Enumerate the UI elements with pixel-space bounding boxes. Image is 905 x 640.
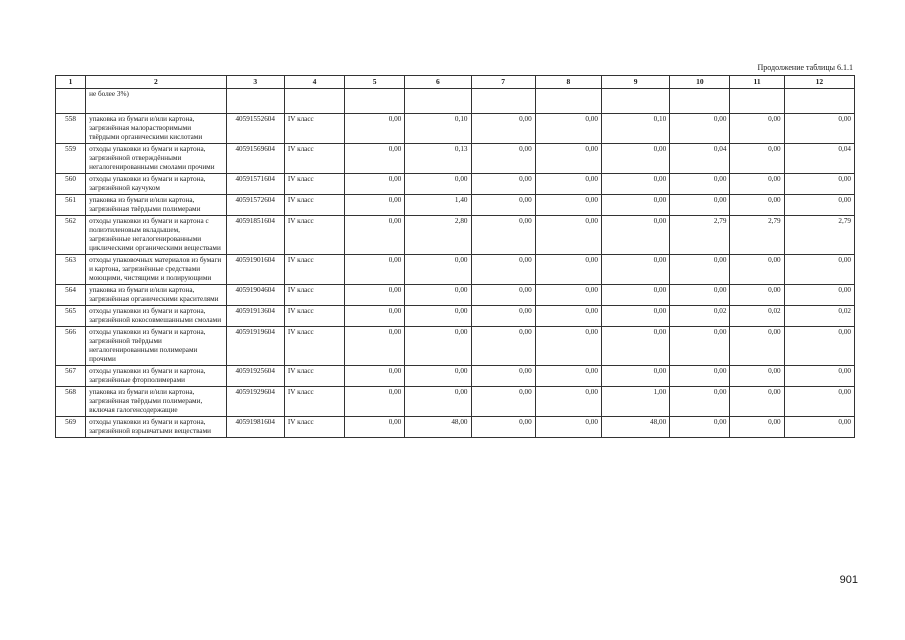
header-row xyxy=(56,76,855,89)
table-row xyxy=(56,387,855,417)
value-cell: 0,00 xyxy=(405,387,471,417)
waste-name: упаковка из бумаги и/или картона, загрязнённая малорастворимыми твёрдыми органическими кислотами xyxy=(86,114,227,144)
row-number: 568 xyxy=(56,387,86,417)
value-cell: 0,00 xyxy=(345,144,405,174)
value-cell: 0,00 xyxy=(471,216,535,255)
table-row xyxy=(56,114,855,144)
value-cell: 0,00 xyxy=(535,327,601,366)
waste-name: отходы упаковки из бумаги и картона, загрязнённые фторполимерами xyxy=(86,366,227,387)
value-cell: 0,00 xyxy=(601,174,669,195)
header-cell: 1 xyxy=(56,76,86,89)
hazard-class: IV класс xyxy=(284,255,344,285)
table-row xyxy=(56,327,855,366)
value-cell: 0,00 xyxy=(345,216,405,255)
header-cell: 6 xyxy=(405,76,471,89)
value-cell: 48,00 xyxy=(601,417,669,438)
value-cell: 0,10 xyxy=(405,114,471,144)
hazard-class: IV класс xyxy=(284,216,344,255)
value-cell: 0,00 xyxy=(601,195,669,216)
value-cell: 0,00 xyxy=(471,306,535,327)
value-cell: 0,02 xyxy=(670,306,730,327)
fkko-code: 40591851604 xyxy=(226,216,284,255)
waste-name: отходы упаковки из бумаги и картона, загрязнённой кокосовмешанными смолами xyxy=(86,306,227,327)
value-cell: 0,00 xyxy=(670,387,730,417)
value-cell: 0,00 xyxy=(730,174,784,195)
value-cell: 0,00 xyxy=(601,144,669,174)
table-row xyxy=(56,306,855,327)
page-number: 901 xyxy=(839,574,858,586)
value-cell: 0,00 xyxy=(784,327,854,366)
hazard-class: IV класс xyxy=(284,306,344,327)
hazard-class: IV класс xyxy=(284,174,344,195)
header-cell: 9 xyxy=(601,76,669,89)
row-number: 569 xyxy=(56,417,86,438)
header-cell: 3 xyxy=(226,76,284,89)
waste-name: отходы упаковки из бумаги и картона, загрязнённой взрывчатыми веществами xyxy=(86,417,227,438)
header-cell: 4 xyxy=(284,76,344,89)
value-cell: 0,00 xyxy=(730,114,784,144)
fkko-code: 40591981604 xyxy=(226,417,284,438)
value-cell: 0,00 xyxy=(670,366,730,387)
value-cell: 2,80 xyxy=(405,216,471,255)
waste-name: отходы упаковочных материалов из бумаги и картона, загрязнённые средствами моющими, чистящими и полирующими xyxy=(86,255,227,285)
value-cell: 0,00 xyxy=(670,255,730,285)
value-cell: 0,00 xyxy=(601,366,669,387)
value-cell: 0,00 xyxy=(471,174,535,195)
fkko-code: 40591901604 xyxy=(226,255,284,285)
hazard-class: IV класс xyxy=(284,144,344,174)
header-cell: 12 xyxy=(784,76,854,89)
table-row xyxy=(56,255,855,285)
hazard-class: IV класс xyxy=(284,114,344,144)
value-cell: 1,00 xyxy=(601,387,669,417)
hazard-class: IV класс xyxy=(284,417,344,438)
value-cell: 0,00 xyxy=(601,285,669,306)
header-cell: 2 xyxy=(86,76,227,89)
waste-name: отходы упаковки из бумаги и картона, загрязнённой отверждёнными негалогенированными смолами прочими xyxy=(86,144,227,174)
value-cell: 0,00 xyxy=(535,144,601,174)
row-number: 565 xyxy=(56,306,86,327)
value-cell: 0,00 xyxy=(535,366,601,387)
value-cell: 0,00 xyxy=(471,417,535,438)
value-cell: 0,00 xyxy=(670,417,730,438)
value-cell: 0,00 xyxy=(535,306,601,327)
waste-name: упаковка из бумаги и/или картона, загрязнённая твёрдыми полимерами xyxy=(86,195,227,216)
value-cell: 0,00 xyxy=(345,417,405,438)
value-cell: 0,00 xyxy=(345,327,405,366)
value-cell: 0,00 xyxy=(784,174,854,195)
header-cell: 7 xyxy=(471,76,535,89)
fkko-code: 40591913604 xyxy=(226,306,284,327)
row-number: 560 xyxy=(56,174,86,195)
fkko-code: 40591552604 xyxy=(226,114,284,144)
table-row xyxy=(56,144,855,174)
value-cell: 0,13 xyxy=(405,144,471,174)
value-cell: 0,00 xyxy=(405,285,471,306)
fkko-code: 40591929604 xyxy=(226,387,284,417)
value-cell: 0,00 xyxy=(405,174,471,195)
value-cell: 0,00 xyxy=(535,114,601,144)
value-cell: 0,00 xyxy=(471,285,535,306)
value-cell: 0,00 xyxy=(471,327,535,366)
value-cell: 0,00 xyxy=(471,144,535,174)
value-cell: 1,40 xyxy=(405,195,471,216)
continuation-text: не более 3%) xyxy=(86,89,227,114)
value-cell: 0,00 xyxy=(730,195,784,216)
value-cell: 0,00 xyxy=(784,195,854,216)
table-row xyxy=(56,216,855,255)
value-cell: 0,00 xyxy=(535,216,601,255)
waste-name: отходы упаковки из бумаги и картона, загрязнённой каучуком xyxy=(86,174,227,195)
value-cell: 0,00 xyxy=(535,255,601,285)
value-cell: 0,00 xyxy=(601,255,669,285)
value-cell: 0,00 xyxy=(535,285,601,306)
value-cell: 0,00 xyxy=(405,366,471,387)
fkko-code: 40591919604 xyxy=(226,327,284,366)
value-cell: 0,00 xyxy=(471,366,535,387)
value-cell: 0,00 xyxy=(601,216,669,255)
fkko-code: 40591571604 xyxy=(226,174,284,195)
value-cell: 0,00 xyxy=(730,366,784,387)
value-cell: 2,79 xyxy=(784,216,854,255)
value-cell: 0,00 xyxy=(670,327,730,366)
value-cell: 0,00 xyxy=(345,387,405,417)
hazard-class: IV класс xyxy=(284,285,344,306)
value-cell: 0,00 xyxy=(784,285,854,306)
row-number: 564 xyxy=(56,285,86,306)
header-cell: 11 xyxy=(730,76,784,89)
fkko-code: 40591904604 xyxy=(226,285,284,306)
hazard-class: IV класс xyxy=(284,366,344,387)
value-cell: 0,00 xyxy=(730,285,784,306)
value-cell: 0,00 xyxy=(405,306,471,327)
value-cell: 2,79 xyxy=(670,216,730,255)
value-cell: 0,00 xyxy=(670,114,730,144)
value-cell: 0,00 xyxy=(784,387,854,417)
row-number: 563 xyxy=(56,255,86,285)
row-number: 559 xyxy=(56,144,86,174)
value-cell: 0,00 xyxy=(730,255,784,285)
value-cell: 0,00 xyxy=(670,174,730,195)
value-cell: 0,00 xyxy=(730,417,784,438)
value-cell: 0,00 xyxy=(784,417,854,438)
row-number: 567 xyxy=(56,366,86,387)
value-cell: 0,00 xyxy=(535,387,601,417)
row-number: 558 xyxy=(56,114,86,144)
value-cell: 0,00 xyxy=(730,327,784,366)
value-cell: 0,00 xyxy=(345,306,405,327)
value-cell: 0,00 xyxy=(730,387,784,417)
row-number: 562 xyxy=(56,216,86,255)
value-cell: 0,00 xyxy=(471,387,535,417)
value-cell: 0,00 xyxy=(345,195,405,216)
value-cell: 0,00 xyxy=(345,285,405,306)
hazard-class: IV класс xyxy=(284,327,344,366)
value-cell: 0,00 xyxy=(601,327,669,366)
table-row xyxy=(56,285,855,306)
value-cell: 0,00 xyxy=(670,285,730,306)
value-cell: 0,00 xyxy=(535,174,601,195)
value-cell: 0,00 xyxy=(471,114,535,144)
value-cell: 0,00 xyxy=(345,255,405,285)
value-cell: 48,00 xyxy=(405,417,471,438)
table-row xyxy=(56,174,855,195)
header-cell: 5 xyxy=(345,76,405,89)
waste-table xyxy=(55,75,855,438)
waste-name: отходы упаковки из бумаги и картона с полиэтиленовым вкладышем, загрязнённые негалогенированными циклическими органическими веществами xyxy=(86,216,227,255)
value-cell: 0,00 xyxy=(784,255,854,285)
table-row xyxy=(56,366,855,387)
value-cell: 0,00 xyxy=(535,417,601,438)
waste-name: отходы упаковки из бумаги и картона, загрязнённой твёрдыми негалогенированными полимерами прочими xyxy=(86,327,227,366)
value-cell: 0,00 xyxy=(601,306,669,327)
value-cell: 0,00 xyxy=(784,114,854,144)
value-cell: 0,00 xyxy=(345,174,405,195)
waste-name: упаковка из бумаги и/или картона, загрязнённая твёрдыми полимерами, включая галогенсодержащие xyxy=(86,387,227,417)
value-cell: 0,00 xyxy=(670,195,730,216)
value-cell: 2,79 xyxy=(730,216,784,255)
value-cell: 0,00 xyxy=(535,195,601,216)
value-cell: 0,00 xyxy=(345,114,405,144)
hazard-class: IV класс xyxy=(284,195,344,216)
value-cell: 0,04 xyxy=(670,144,730,174)
table-row xyxy=(56,417,855,438)
value-cell: 0,00 xyxy=(730,144,784,174)
fkko-code: 40591569604 xyxy=(226,144,284,174)
header-cell: 10 xyxy=(670,76,730,89)
value-cell: 0,00 xyxy=(471,195,535,216)
value-cell: 0,00 xyxy=(405,327,471,366)
value-cell: 0,04 xyxy=(784,144,854,174)
value-cell: 0,02 xyxy=(730,306,784,327)
value-cell: 0,10 xyxy=(601,114,669,144)
hazard-class: IV класс xyxy=(284,387,344,417)
fkko-code: 40591572604 xyxy=(226,195,284,216)
value-cell: 0,00 xyxy=(345,366,405,387)
waste-name: упаковка из бумаги и/или картона, загрязнённая органическими красителями xyxy=(86,285,227,306)
row-number: 566 xyxy=(56,327,86,366)
row-number: 561 xyxy=(56,195,86,216)
value-cell: 0,02 xyxy=(784,306,854,327)
continuation-row xyxy=(56,89,855,114)
value-cell: 0,00 xyxy=(471,255,535,285)
table-caption: Продолжение таблицы 6.1.1 xyxy=(757,63,853,72)
fkko-code: 40591925604 xyxy=(226,366,284,387)
table-row xyxy=(56,195,855,216)
value-cell: 0,00 xyxy=(405,255,471,285)
value-cell: 0,00 xyxy=(784,366,854,387)
header-cell: 8 xyxy=(535,76,601,89)
